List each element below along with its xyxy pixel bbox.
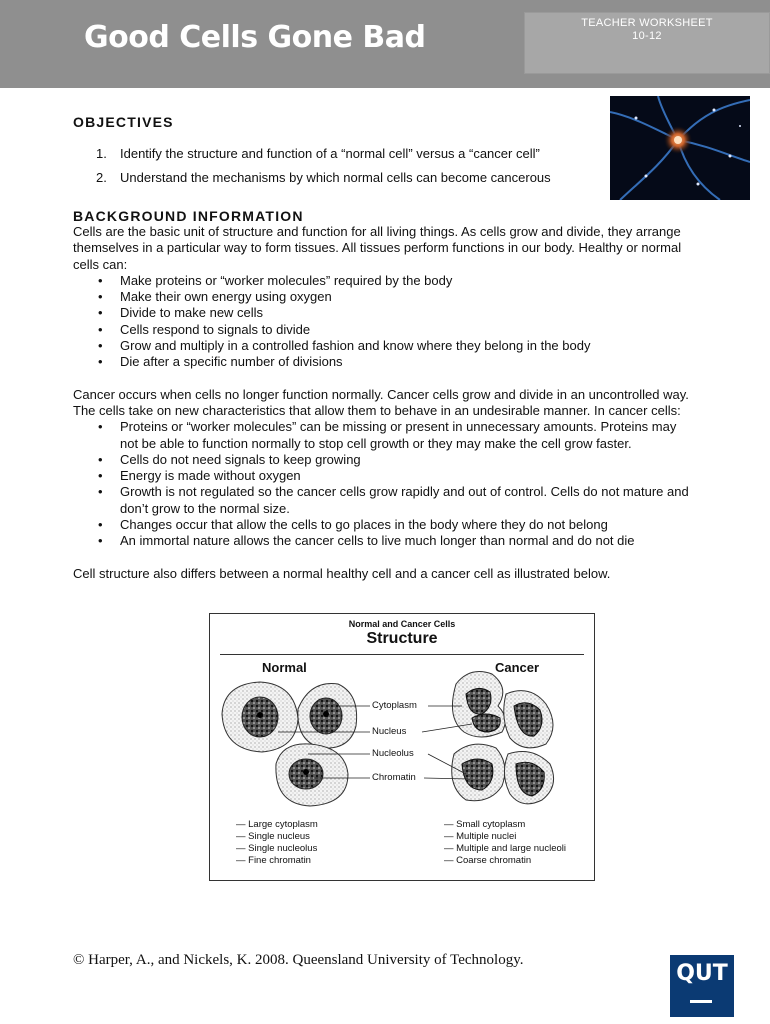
objective-text: Identify the structure and function of a “normal cell” versus a “cancer cell”	[120, 146, 540, 161]
neuron-image	[610, 96, 750, 200]
cell-structure-figure	[209, 613, 595, 881]
nucleolus-label: Nucleolus	[372, 748, 414, 759]
cancer-paragraph: Cancer occurs when cells no longer function normally. Cancer cells grow and divide in an uncontrolled way. The cells take on new characteristics that allow them to behave in an undesirable manner. In cancer cells:	[73, 386, 689, 418]
objective-text: Understand the mechanisms by which normal cells can become cancerous	[120, 170, 551, 185]
structure-note: Cell structure also differs between a normal healthy cell and a cancer cell as illustrated below.	[73, 565, 611, 581]
nucleus-label: Nucleus	[372, 726, 407, 737]
cancer-traits-list: — Small cytoplasm — Multiple nuclei — Multiple and large nucleoli — Coarse chromatin	[444, 819, 566, 866]
intro-paragraph: Cells are the basic unit of structure and function for all living things. As cells grow and divide, they arrange themselves in a particular way to form tissues. All tissues perform functions in our body. Healthy or normal cells can:	[73, 224, 682, 272]
list-item: • Grow and multiply in a controlled fashion and know where they belong in the body	[98, 338, 591, 354]
list-item: • Die after a specific number of divisions	[98, 354, 343, 370]
objective-number: 2.	[96, 170, 107, 185]
normal-traits-list: — Large cytoplasm — Single nucleus — Single nucleolus — Fine chromatin	[236, 819, 318, 866]
list-item: • Cells do not need signals to keep growing	[98, 451, 361, 467]
list-item: • Energy is made without oxygen	[98, 468, 301, 484]
cytoplasm-label: Cytoplasm	[372, 700, 417, 711]
list-item: • Cells respond to signals to divide	[98, 321, 311, 337]
year-levels: 10-12	[632, 30, 662, 42]
copyright-footer: © Harper, A., and Nickels, K. 2008. Queensland University of Technology.	[73, 952, 524, 968]
list-item: • Growth is not regulated so the cancer cells grow rapidly and out of control. Cells do not mature and don’t grow to the normal size.	[98, 484, 689, 516]
list-item: • Make proteins or “worker molecules” required by the body	[98, 272, 453, 288]
divider	[220, 654, 584, 655]
figure-title: Structure	[366, 630, 438, 647]
normal-cell-list	[73, 273, 693, 371]
normal-label: Normal	[262, 660, 307, 675]
list-item: • An immortal nature allows the cancer cells to live much longer than normal and do not die	[98, 533, 635, 549]
list-item: • Divide to make new cells	[98, 305, 264, 321]
list-item: • Proteins or “worker molecules” can be missing or present in unnecessary amounts. Proteins may not be able to function normally to stop cell growth or they may make the cell grow faster.	[98, 419, 677, 451]
background-section	[73, 224, 693, 582]
cancer-cell-list	[73, 419, 693, 549]
objective-number: 1.	[96, 146, 107, 161]
cancer-label: Cancer	[495, 660, 540, 675]
list-item: • Make their own energy using oxygen	[98, 289, 332, 305]
header-banner	[0, 0, 770, 88]
list-item: • Changes occur that allow the cells to go places in the body where they do not belong	[98, 517, 608, 533]
objectives-heading: OBJECTIVES	[73, 114, 174, 130]
background-heading: BACKGROUND INFORMATION	[73, 208, 304, 224]
objective-item	[96, 146, 616, 170]
worksheet-type: TEACHER WORKSHEET	[581, 17, 713, 29]
page-title: Good Cells Gone Bad	[84, 20, 426, 55]
worksheet-tag	[524, 12, 770, 74]
chromatin-label: Chromatin	[372, 772, 416, 783]
objective-item	[96, 170, 616, 194]
figure-caption-small: Normal and Cancer Cells	[348, 619, 456, 629]
qut-logo: QUT	[670, 955, 734, 1017]
objectives-list	[96, 146, 616, 194]
